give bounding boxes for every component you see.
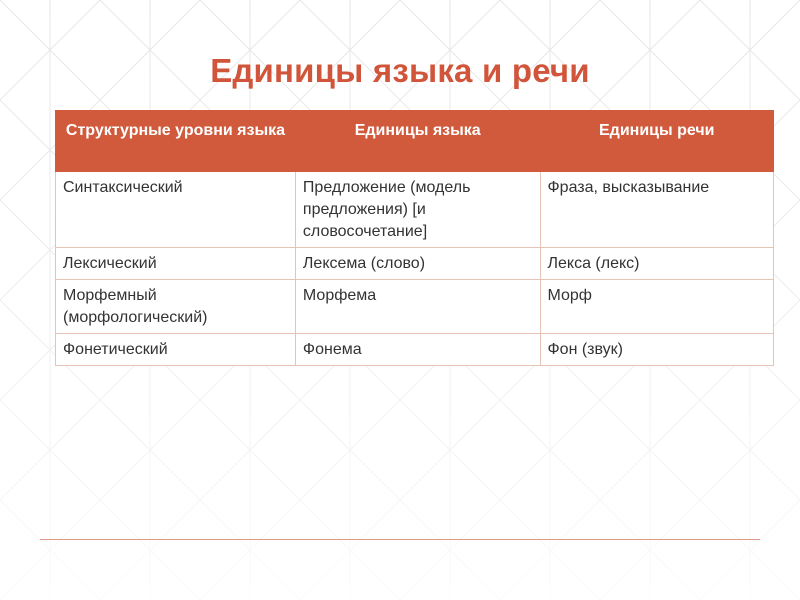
table-row <box>56 280 774 334</box>
cell-language-unit: Лексема (слово) <box>295 248 540 280</box>
header-speech-units: Единицы речи <box>540 111 774 172</box>
table-row <box>56 248 774 280</box>
units-table <box>55 110 774 366</box>
cell-speech-unit: Фраза, высказывание <box>540 172 774 248</box>
cell-speech-unit: Морф <box>540 280 774 334</box>
bottom-divider <box>40 539 760 540</box>
header-language-units: Единицы языка <box>295 111 540 172</box>
cell-language-unit: Предложение (модель предложения) [и словосочетание] <box>295 172 540 248</box>
cell-level: Морфемный (морфологический) <box>56 280 296 334</box>
cell-level: Лексический <box>56 248 296 280</box>
cell-speech-unit: Фон (звук) <box>540 334 774 366</box>
table-row <box>56 334 774 366</box>
cell-speech-unit: Лекса (лекс) <box>540 248 774 280</box>
cell-level: Фонетический <box>56 334 296 366</box>
slide-title: Единицы языка и речи <box>210 52 590 89</box>
table-header-row <box>56 111 774 172</box>
header-structural-levels: Структурные уровни языка <box>56 111 296 172</box>
cell-language-unit: Фонема <box>295 334 540 366</box>
table-row <box>56 172 774 248</box>
cell-language-unit: Морфема <box>295 280 540 334</box>
cell-level: Синтаксический <box>56 172 296 248</box>
